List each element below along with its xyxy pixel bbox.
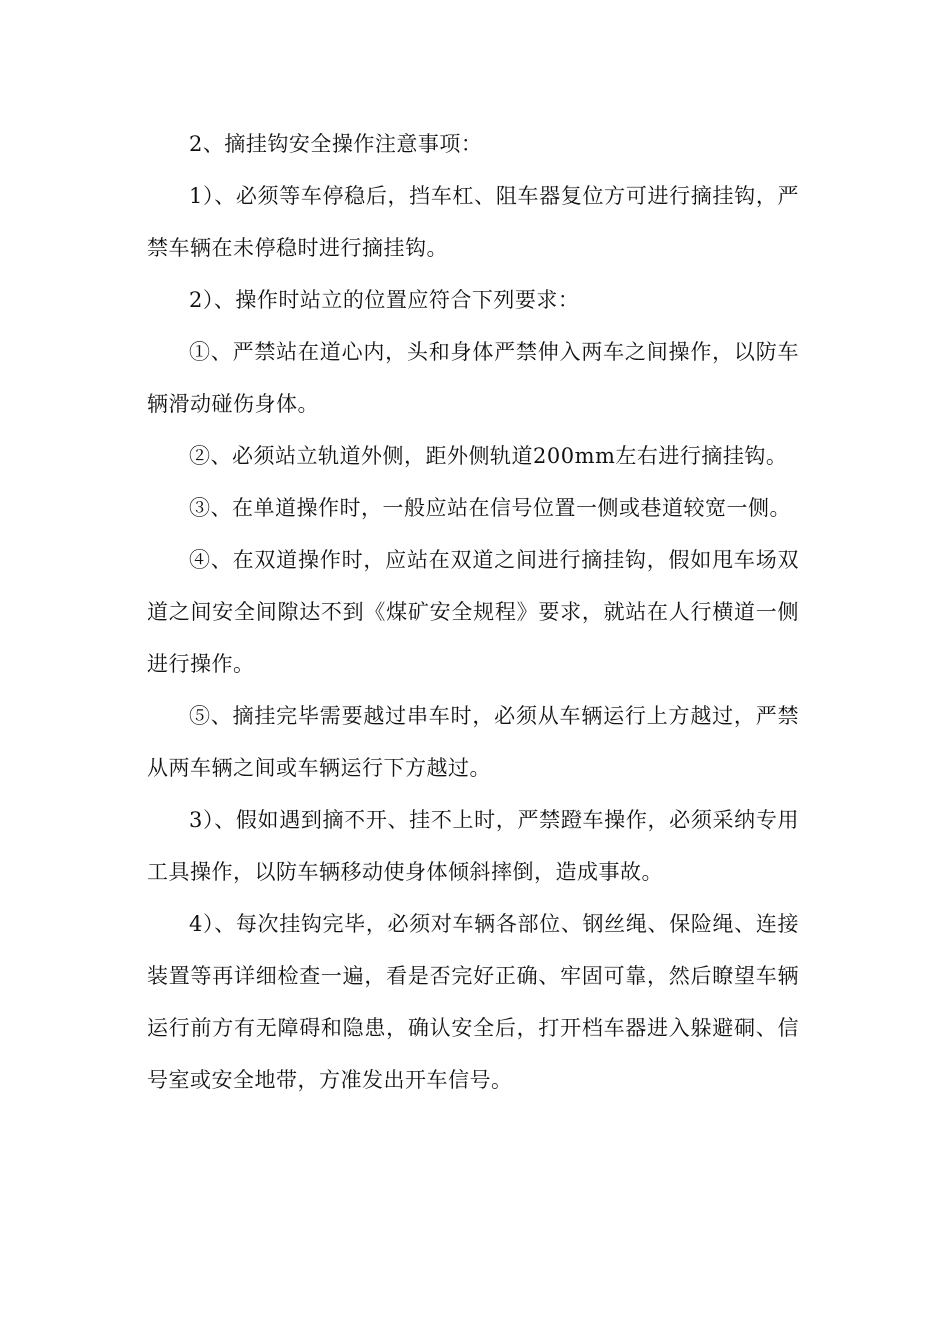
- paragraph-subitem-1: ①、严禁站在道心内，头和身体严禁伸入两车之间操作，以防车辆滑动碰伤身体。: [147, 340, 799, 416]
- paragraph-subitem-5: ⑤、摘挂完毕需要越过串车时，必须从车辆运行上方越过，严禁从两车辆之间或车辆运行下方越过。: [147, 704, 799, 780]
- paragraph-item-1: 1）、必须等车停稳后，挡车杠、阻车器复位方可进行摘挂钩，严禁车辆在未停稳时进行摘挂钩。: [147, 184, 799, 260]
- paragraph-subitem-3: ③、在单道操作时，一般应站在信号位置一侧或巷道较宽一侧。: [189, 496, 791, 520]
- paragraph-subitem-2: ②、必须站立轨道外侧，距外侧轨道200mm左右进行摘挂钩。: [189, 444, 788, 468]
- paragraph-item-2: 2）、操作时站立的位置应符合下列要求：: [189, 288, 580, 312]
- section-heading: 2、摘挂钩安全操作注意事项：: [189, 132, 483, 156]
- paragraph-item-4: 4）、每次挂钩完毕，必须对车辆各部位、钢丝绳、保险绳、连接装置等再详细检查一遍，看是否完好正确、牢固可靠，然后瞭望车辆运行前方有无障碍和隐患，确认安全后，打开档车器进入躲避硐、信号室或安全地带，方准发出开车信号。: [147, 912, 799, 1092]
- document-page: [147, 118, 799, 1106]
- paragraph-item-3: 3）、假如遇到摘不开、挂不上时，严禁蹬车操作，必须采纳专用工具操作，以防车辆移动使身体倾斜摔倒，造成事故。: [147, 808, 799, 884]
- paragraph-subitem-4: ④、在双道操作时，应站在双道之间进行摘挂钩，假如甩车场双道之间安全间隙达不到《煤矿安全规程》要求，就站在人行横道一侧进行操作。: [147, 548, 799, 676]
